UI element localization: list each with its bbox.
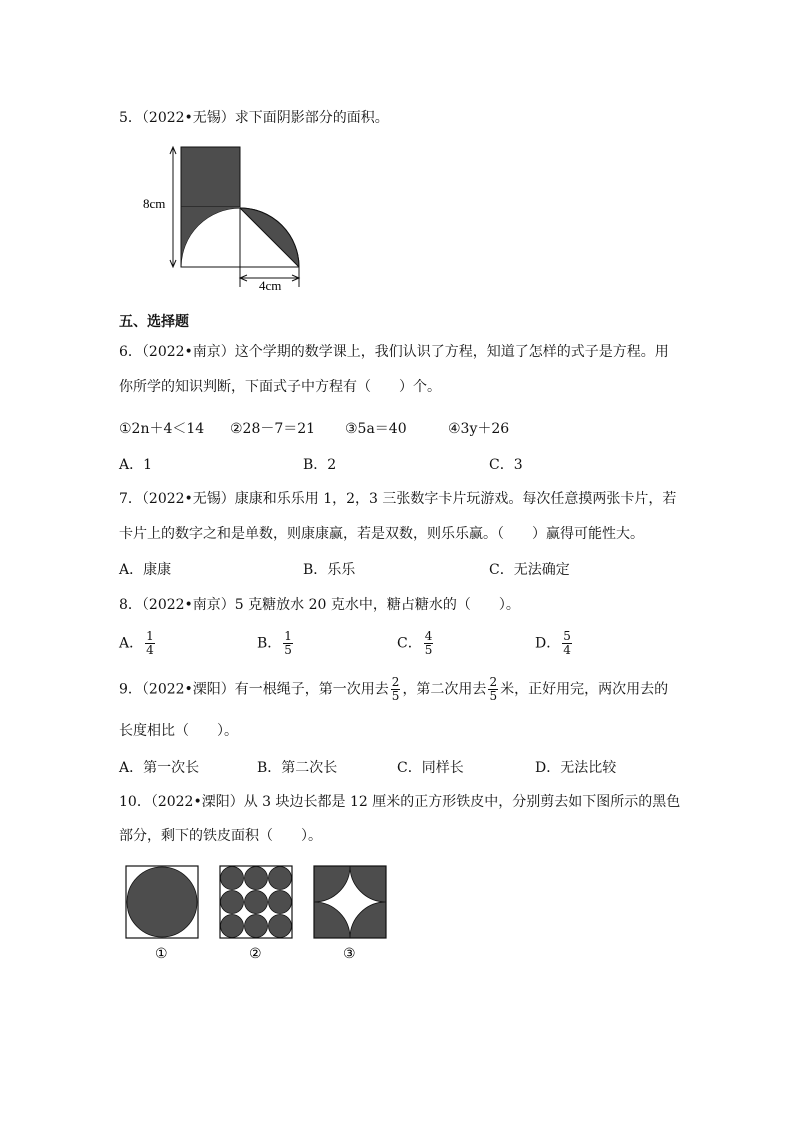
q5-text: 5．（2022•无锡）求下面阴影部分的面积。 bbox=[119, 110, 389, 126]
q6-item-1: ①2n＋4＜14 bbox=[119, 421, 205, 437]
q6-option-b: B．2 bbox=[303, 457, 337, 473]
q9-option-c: C．同样长 bbox=[397, 760, 464, 776]
q8-option-d: D． $\frac{5}{4}$ bbox=[535, 629, 571, 657]
q6-item-4: ④3y＋26 bbox=[448, 421, 510, 437]
q6-option-c: C．3 bbox=[489, 457, 523, 473]
q7-option-a: A．康康 bbox=[119, 562, 172, 578]
q6-item-2: ②28－7＝21 bbox=[230, 421, 316, 437]
q10-figure-1 bbox=[126, 866, 198, 938]
q6-option-a: A．1 bbox=[119, 457, 153, 473]
q10-figures bbox=[120, 860, 400, 965]
q10-label-3: ③ bbox=[343, 947, 356, 962]
q9-option-b: B．第二次长 bbox=[257, 760, 338, 776]
q10-figure-2 bbox=[220, 866, 292, 938]
q8-option-b: B． $\frac{1}{5}$ bbox=[257, 629, 292, 657]
section-title: 五、选择题 bbox=[119, 314, 189, 330]
q7-option-c: C．无法确定 bbox=[489, 562, 570, 578]
q5-figure bbox=[135, 140, 315, 295]
q9-option-d: D．无法比较 bbox=[535, 760, 617, 776]
q9-option-a: A．第一次长 bbox=[119, 760, 200, 776]
q7-line2: 卡片上的数字之和是单数，则康康赢，若是双数，则乐乐赢。（ ）赢得可能性大。 bbox=[119, 526, 644, 542]
q10-line1: 10．（2022•溧阳）从 3 块边长都是 12 厘米的正方形铁皮中，分别剪去如下图所示的黑色 bbox=[119, 794, 681, 810]
q5-label-width: 4cm bbox=[259, 278, 282, 293]
q10-label-1: ① bbox=[155, 947, 168, 962]
q7-line1: 7．（2022•无锡）康康和乐乐用 1，2，3 三张数字卡片玩游戏。每次任意摸两张卡片，若 bbox=[119, 491, 677, 507]
q7-option-b: B．乐乐 bbox=[303, 562, 356, 578]
q5-label-height: 8cm bbox=[143, 196, 166, 211]
q9-line2: 长度相比（ ）。 bbox=[119, 723, 238, 739]
q10-label-2: ② bbox=[249, 947, 262, 962]
q6-line2: 你所学的知识判断，下面式子中方程有（ ）个。 bbox=[119, 379, 441, 395]
q8-option-c: C． $\frac{4}{5}$ bbox=[397, 629, 433, 657]
q6-line1: 6．（2022•南京）这个学期的数学课上，我们认识了方程，知道了怎样的式子是方程。用 bbox=[119, 344, 669, 360]
q8-option-a: A． $\frac{1}{4}$ bbox=[119, 629, 154, 657]
q6-item-3: ③5a＝40 bbox=[345, 421, 407, 437]
q5-shaded-rect bbox=[181, 147, 240, 207]
q9-line1: 9．（2022•溧阳）有一根绳子，第一次用去 $\frac{2}{5}$ ，第二次用去 $\frac{2}{5}$ 米，正好用完，两次用去的 bbox=[119, 675, 669, 703]
q8-text: 8．（2022•南京）5 克糖放水 20 克水中，糖占糖水的（ ）。 bbox=[119, 597, 520, 613]
q10-line2: 部分，剩下的铁皮面积（ ）。 bbox=[119, 828, 322, 844]
q10-figure-3 bbox=[314, 866, 386, 938]
